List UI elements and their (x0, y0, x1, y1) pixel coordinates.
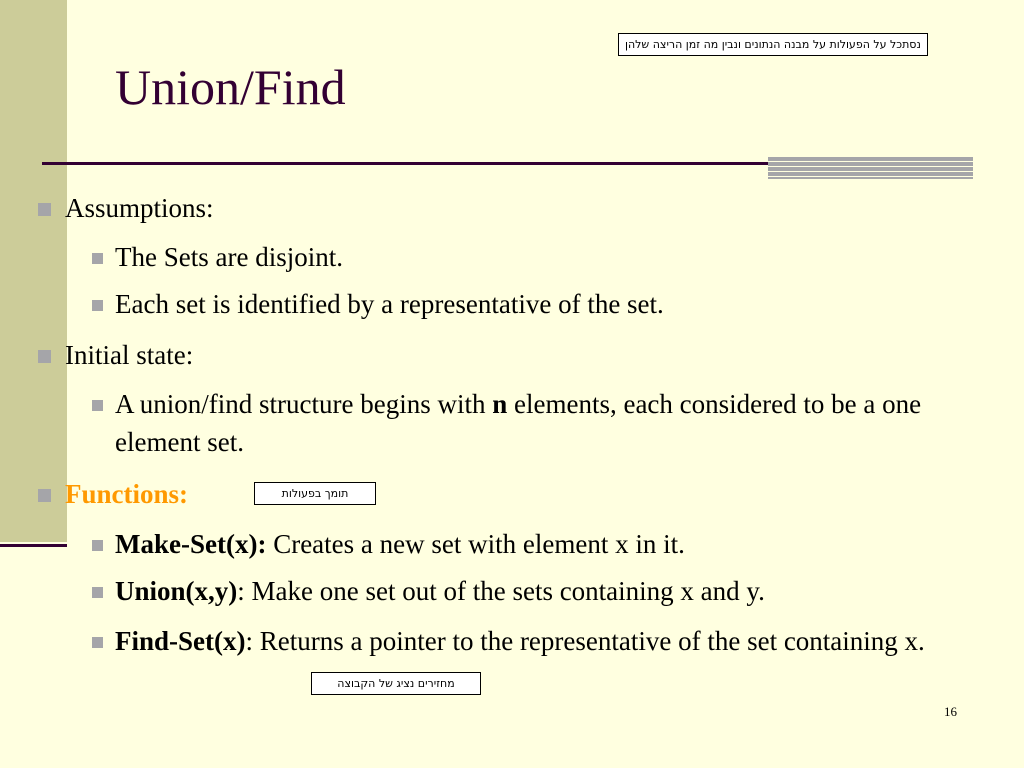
square-bullet-icon (92, 587, 103, 598)
square-bullet-icon (38, 350, 51, 363)
square-bullet-icon (92, 253, 103, 264)
text-segment: A union/find structure begins with (115, 389, 493, 419)
square-bullet-icon (38, 203, 51, 216)
sub-bullet-text: Each set is identified by a representative of the set. (115, 289, 664, 319)
slide-title: Union/Find (115, 59, 346, 115)
note-box-functions: תומך בפעולות (254, 482, 376, 505)
sub-bullet-text (115, 385, 987, 461)
sub-bullet-text: The Sets are disjoint. (115, 242, 343, 272)
text-segment: Creates a new set with element x in it. (266, 529, 685, 559)
bold-term: n (492, 389, 508, 419)
sub-bullet-disjoint (92, 238, 992, 276)
sub-bullet-initial-structure (92, 385, 987, 461)
bullet-functions (38, 475, 188, 513)
sub-bullet-representative (92, 285, 992, 323)
note-box-find-set: מחזירים נציג של הקבוצה (311, 672, 481, 695)
page-number: 16 (944, 704, 957, 719)
text-segment: elements, each considered to be a one element set. (115, 389, 922, 457)
sub-bullet-text (115, 572, 765, 610)
sub-bullet-union (92, 572, 992, 610)
text-segment: : Returns a pointer to the representative of the set containing x. (245, 626, 925, 656)
bold-term: Union(x,y) (115, 576, 238, 606)
text-segment: : Make one set out of the sets containing x and y. (237, 576, 765, 606)
square-bullet-icon (92, 400, 103, 411)
sub-bullet-make-set (92, 525, 992, 563)
bullet-label: Assumptions: (65, 193, 214, 223)
title-divider-bar (768, 157, 973, 179)
bullet-label: Initial state: (65, 340, 194, 370)
bullet-initial-state (38, 336, 193, 374)
sub-bullet-text (115, 622, 925, 660)
left-decor-band (0, 0, 67, 542)
left-divider-line (0, 544, 67, 547)
note-box-top: נסתכל על הפעולות על מבנה הנתונים ונבין מה זמן הריצה שלהן (618, 33, 928, 56)
square-bullet-icon (38, 489, 51, 502)
sub-bullet-text (115, 525, 685, 563)
bullet-label-highlight: Functions: (65, 479, 189, 509)
bold-term: Make-Set(x): (115, 529, 267, 559)
square-bullet-icon (92, 300, 103, 311)
square-bullet-icon (92, 540, 103, 551)
bold-term: Find-Set(x) (115, 626, 246, 656)
sub-bullet-find-set (92, 622, 952, 660)
square-bullet-icon (92, 637, 103, 648)
bullet-assumptions (38, 189, 214, 227)
title-divider-line (42, 162, 768, 165)
